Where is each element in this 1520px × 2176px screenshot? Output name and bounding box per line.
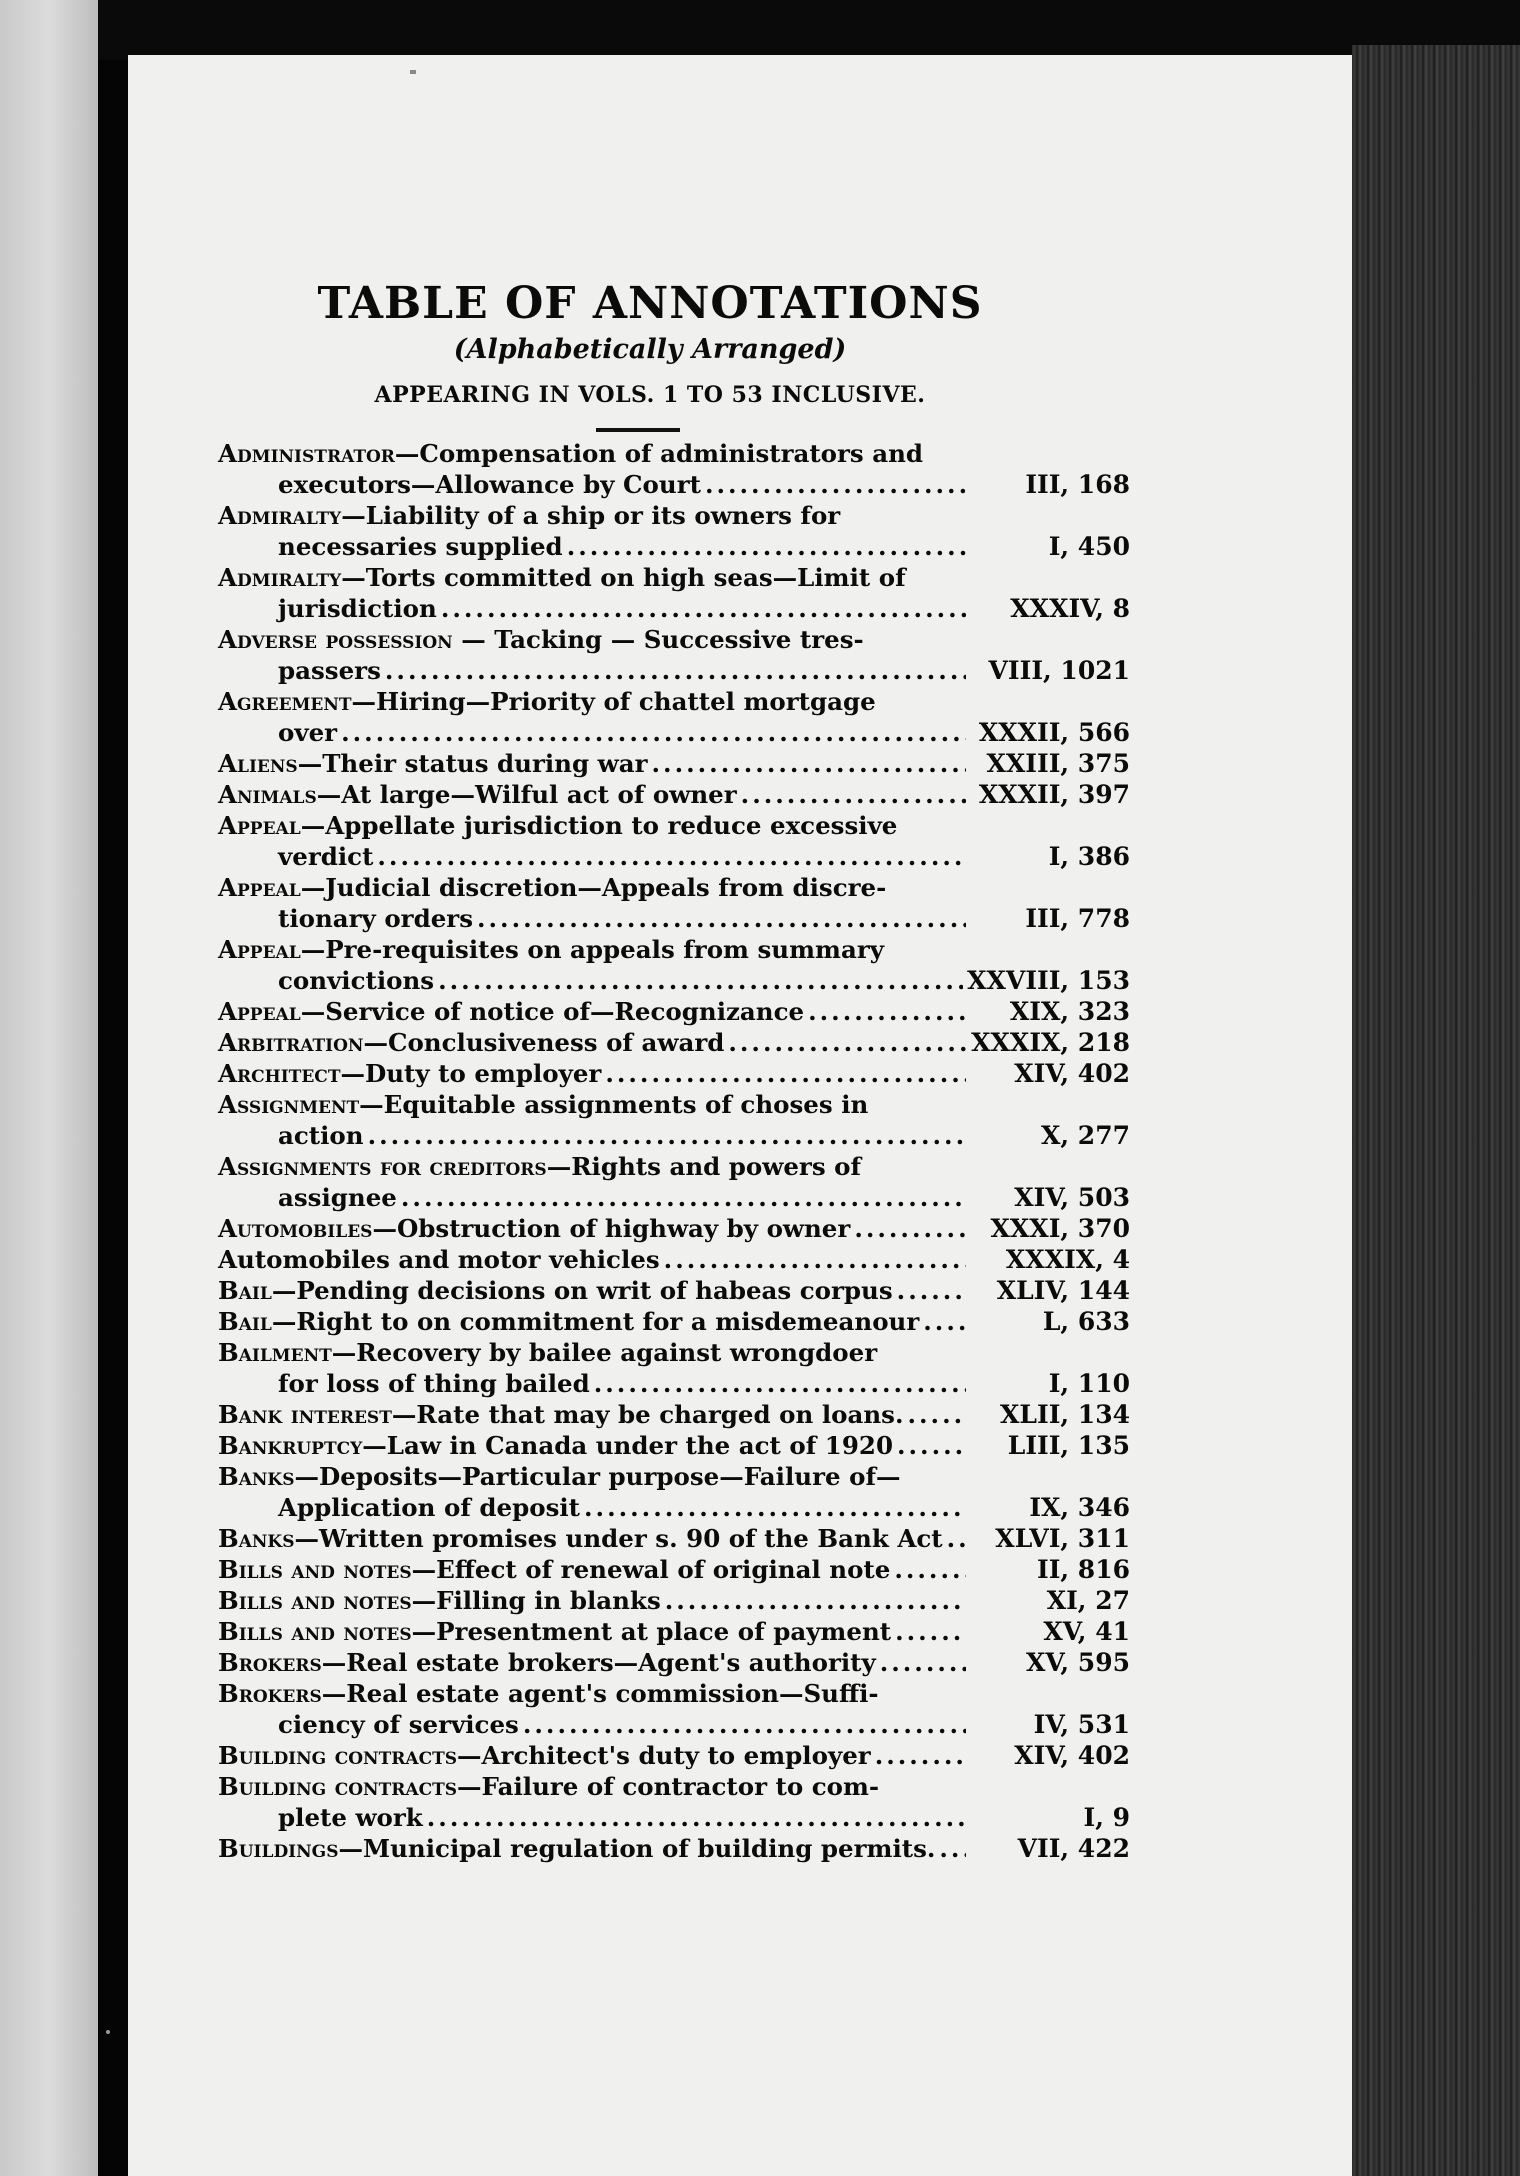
entry-text: ciency of services [278,1710,519,1739]
entry-text: Administrator—Compensation of administrators and [218,439,924,468]
entry-text: Admiralty—Liability of a ship or its owners for [218,501,841,530]
entry-text: Automobiles and motor vehicles [218,1245,660,1274]
entry-text: Building contracts—Failure of contractor to com- [218,1772,880,1801]
volume-page-ref: XIX, 323 [1009,997,1130,1026]
annotation-entry [218,1151,1130,1213]
entry-line [218,686,1130,717]
annotation-entry [218,1616,1130,1647]
volume-page-ref: III, 168 [1025,470,1130,499]
volume-page-ref: XXXIX, 4 [1005,1245,1130,1274]
volume-page-ref: X, 277 [1041,1121,1130,1150]
volume-page-ref: XIV, 402 [1014,1059,1130,1088]
entry-text: Adverse possession — Tacking — Successive tres- [218,625,864,654]
leader-dots [939,1833,966,1864]
volume-page-ref: XV, 41 [1043,1617,1130,1646]
annotation-entry [218,810,1130,872]
entry-line [218,1461,1130,1492]
entry-text: jurisdiction [278,594,437,623]
volume-page-ref: XXXI, 370 [990,1214,1130,1243]
volume-page-ref: L, 633 [1042,1307,1130,1336]
annotation-entry [218,872,1130,934]
annotation-entry [218,1771,1130,1833]
entry-text: Bankruptcy—Law in Canada under the act of 1920 [218,1431,893,1460]
leader-dots [897,1430,966,1461]
entry-line [218,1585,1130,1616]
entry-line [218,996,1130,1027]
leader-dots [401,1182,966,1213]
leader-dots [808,996,966,1027]
entry-line [218,1678,1130,1709]
annotation-entry [218,748,1130,779]
entry-line [218,1275,1130,1306]
entry-line [218,934,1130,965]
leader-dots [341,717,966,748]
volume-page-ref: XLII, 134 [1000,1400,1130,1429]
leader-dots [523,1709,966,1740]
page-subtitle: (Alphabetically Arranged) [453,334,847,365]
volume-page-ref: XXXIX, 218 [971,1028,1130,1057]
entry-line [218,1058,1130,1089]
entry-text: convictions [278,966,435,995]
entry-text: Building contracts—Architect's duty to employer [218,1741,871,1770]
entry-line [218,1089,1130,1120]
entry-text: necessaries supplied [278,532,563,561]
leader-dots [947,1523,966,1554]
volume-page-ref: XV, 595 [1025,1648,1130,1677]
entry-text: Animals—At large—Wilful act of owner [218,780,737,809]
leader-dots [652,748,966,779]
entry-text: Brokers—Real estate agent's commission—Suffi- [218,1679,879,1708]
entry-line [218,1337,1130,1368]
entry-continuation [218,593,1130,624]
volume-page-ref: II, 816 [1037,1555,1130,1584]
title-rule [596,428,680,432]
volume-page-ref: XXXII, 566 [978,718,1130,747]
entry-line [218,810,1130,841]
entry-line [218,1027,1130,1058]
entry-text: Bail—Pending decisions on writ of habeas corpus [218,1276,893,1305]
entry-text: Bank interest—Rate that may be charged on loans. [218,1400,904,1429]
volume-page-ref: IX, 346 [1029,1493,1130,1522]
leader-dots [385,655,966,686]
page-title: TABLE OF ANNOTATIONS [317,278,983,329]
entry-continuation [218,841,1130,872]
leader-dots [897,1275,966,1306]
entry-text: passers [278,656,381,685]
entry-text: Banks—Written promises under s. 90 of the Bank Act [218,1524,943,1553]
entry-text: Appeal—Service of notice of—Recognizance [218,997,805,1026]
entry-line [218,1306,1130,1337]
entry-continuation [218,655,1130,686]
entry-line [218,1771,1130,1802]
entry-text: plete work [278,1803,423,1832]
volume-page-ref: IV, 531 [1033,1710,1130,1739]
entry-text: Assignment—Equitable assignments of choses in [218,1090,869,1119]
entry-line [218,1523,1130,1554]
annotation-entry [218,686,1130,748]
entry-line [218,438,1130,469]
leader-dots [894,1554,966,1585]
annotation-entry [218,1399,1130,1430]
volume-page-ref: XI, 27 [1046,1586,1130,1615]
annotation-entry [218,624,1130,686]
leader-dots [605,1058,966,1089]
annotation-entry [218,1647,1130,1678]
entry-text: Appeal—Appellate jurisdiction to reduce excessive [218,811,898,840]
leader-dots [854,1213,966,1244]
annotation-entry [218,500,1130,562]
volume-page-ref: I, 110 [1048,1369,1130,1398]
annotation-entry [218,1027,1130,1058]
volume-page-ref: VIII, 1021 [988,656,1130,685]
volume-page-ref: XLIV, 144 [996,1276,1130,1305]
volume-page-ref: I, 9 [1083,1803,1130,1832]
entry-continuation [218,965,1130,996]
leader-dots [477,903,966,934]
annotation-entry [218,1058,1130,1089]
entry-continuation [218,903,1130,934]
volume-page-ref: III, 778 [1025,904,1130,933]
leader-dots [441,593,966,624]
annotation-entry [218,438,1130,500]
volume-page-ref: XXIII, 375 [986,749,1130,778]
leader-dots [875,1740,966,1771]
entry-line [218,1740,1130,1771]
annotation-entry [218,1213,1130,1244]
entry-text: Application of deposit [278,1493,581,1522]
volume-page-ref: I, 386 [1048,842,1130,871]
scan-speck [410,70,416,74]
entry-text: Bills and notes—Filling in blanks [218,1586,661,1615]
entry-text: action [278,1121,364,1150]
volume-page-ref: XLVI, 311 [995,1524,1130,1553]
entry-text: for loss of thing bailed [278,1369,590,1398]
entry-continuation [218,717,1130,748]
leader-dots [880,1647,966,1678]
volume-page-ref: I, 450 [1048,532,1130,561]
leader-dots [923,1306,966,1337]
entry-continuation [218,1368,1130,1399]
entry-line [218,1213,1130,1244]
entry-text: Admiralty—Torts committed on high seas—Limit of [218,563,906,592]
leader-dots [741,779,966,810]
annotation-entry [218,934,1130,996]
entry-text: Bail—Right to on commitment for a misdemeanour [218,1307,920,1336]
entry-continuation [218,531,1130,562]
leader-dots [728,1027,966,1058]
annotation-entry [218,1089,1130,1151]
annotation-entry [218,1430,1130,1461]
entry-text: Aliens—Their status during war [218,749,648,778]
volume-page-ref: XXXIV, 8 [1010,594,1130,623]
annotation-entry [218,1337,1130,1399]
leader-dots [705,469,966,500]
leader-dots [567,531,966,562]
entry-line [218,1399,1130,1430]
entry-line [218,748,1130,779]
leader-dots [368,1120,966,1151]
entry-continuation [218,1120,1130,1151]
volume-range: APPEARING IN VOLS. 1 TO 53 INCLUSIVE. [374,382,926,408]
annotation-entry [218,1678,1130,1740]
annotation-entry [218,1585,1130,1616]
entry-line [218,1430,1130,1461]
entry-text: over [278,718,338,747]
annotation-entry [218,1554,1130,1585]
entry-continuation [218,1709,1130,1740]
leader-dots [584,1492,966,1523]
volume-page-ref: XIV, 402 [1014,1741,1130,1770]
entry-line [218,500,1130,531]
leader-dots [438,965,963,996]
leader-dots [594,1368,966,1399]
annotation-entry [218,996,1130,1027]
entry-text: Brokers—Real estate brokers—Agent's authority [218,1648,876,1677]
entry-line [218,562,1130,593]
entry-continuation [218,1802,1130,1833]
leader-dots [427,1802,966,1833]
entry-line [218,1151,1130,1182]
annotation-list [218,438,1130,1864]
entry-text: Appeal—Judicial discretion—Appeals from discre- [218,873,887,902]
entry-text: tionary orders [278,904,473,933]
entry-line [218,1616,1130,1647]
annotation-entry [218,562,1130,624]
entry-text: executors—Allowance by Court [278,470,701,499]
entry-text: verdict [278,842,374,871]
annotation-entry [218,1244,1130,1275]
entry-text: Automobiles—Obstruction of highway by owner [218,1214,851,1243]
entry-line [218,1554,1130,1585]
annotation-entry [218,1833,1130,1864]
entry-line [218,1833,1130,1864]
entry-line [218,1647,1130,1678]
entry-line [218,779,1130,810]
annotation-entry [218,1306,1130,1337]
entry-line [218,872,1130,903]
entry-text: Architect—Duty to employer [218,1059,602,1088]
entry-text: Bills and notes—Effect of renewal of original note [218,1555,891,1584]
book-gutter [98,60,128,2176]
volume-page-ref: XXXII, 397 [978,780,1130,809]
volume-page-ref: VII, 422 [1017,1834,1130,1863]
entry-text: Banks—Deposits—Particular purpose—Failure of— [218,1462,901,1491]
entry-text: Buildings—Municipal regulation of building permits. [218,1834,936,1863]
entry-continuation [218,1182,1130,1213]
annotation-entry [218,779,1130,810]
facing-page-edge [0,0,98,2176]
annotation-entry [218,1461,1130,1523]
entry-text: Bailment—Recovery by bailee against wrongdoer [218,1338,878,1367]
volume-page-ref: LIII, 135 [1007,1431,1130,1460]
entry-text: assignee [278,1183,397,1212]
leader-dots [895,1616,966,1647]
entry-text: Arbitration—Conclusiveness of award [218,1028,725,1057]
volume-page-ref: XXVIII, 153 [967,966,1130,995]
leader-dots [664,1244,966,1275]
annotation-entry [218,1275,1130,1306]
entry-text: Agreement—Hiring—Priority of chattel mortgage [218,687,876,716]
entry-continuation [218,1492,1130,1523]
volume-page-ref: XIV, 503 [1014,1183,1130,1212]
entry-text: Assignments for creditors—Rights and powers of [218,1152,862,1181]
annotation-entry [218,1523,1130,1554]
leader-dots [377,841,966,872]
entry-continuation [218,469,1130,500]
annotation-entry [218,1740,1130,1771]
entry-line [218,1244,1130,1275]
entry-text: Appeal—Pre-requisites on appeals from summary [218,935,884,964]
leader-dots [908,1399,967,1430]
scan-speck [106,2030,110,2034]
leader-dots [665,1585,966,1616]
entry-text: Bills and notes—Presentment at place of payment [218,1617,892,1646]
entry-line [218,624,1130,655]
page-stack-edge [1352,45,1520,2176]
